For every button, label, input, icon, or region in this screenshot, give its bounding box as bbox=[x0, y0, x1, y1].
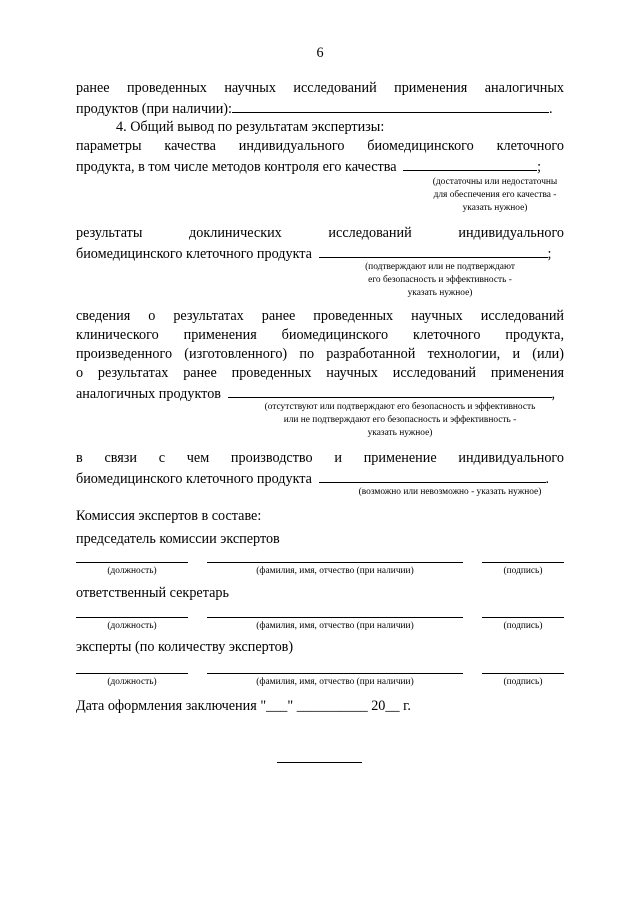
fill-blank bbox=[232, 98, 549, 113]
signature-caption: (подпись) bbox=[503, 566, 543, 576]
commission-heading: Комиссия экспертов в составе: bbox=[76, 508, 262, 524]
clinical-hint1: (отсутствуют или подтверждают его безопасность и эффективность bbox=[264, 402, 536, 412]
para-prev-line2-end: . bbox=[548, 101, 553, 117]
signature-role: председатель комиссии экспертов bbox=[76, 531, 280, 547]
clinical-hint3: указать нужное) bbox=[367, 428, 433, 438]
quality-line2-end: ; bbox=[537, 159, 542, 175]
position-line bbox=[76, 562, 188, 563]
section4-heading: 4. Общий вывод по результатам экспертизы: bbox=[116, 119, 385, 135]
clinical-line2: клинического применения биомедицинского клеточного продукта, bbox=[76, 327, 564, 343]
preclinical-hint2: его безопасность и эффективность - bbox=[368, 275, 512, 285]
para-prev-line2-text: продуктов (при наличии): bbox=[76, 101, 232, 117]
clinical-line5-text: аналогичных продуктов bbox=[76, 386, 221, 402]
signature-role: эксперты (по количеству экспертов) bbox=[76, 639, 294, 655]
date-line: Дата оформления заключения "___" __________ 20__ г. bbox=[76, 698, 411, 714]
signature-caption: (подпись) bbox=[503, 677, 543, 687]
preclinical-line2-end: ; bbox=[547, 246, 552, 262]
preclinical-line2-text: биомедицинского клеточного продукта bbox=[76, 246, 312, 262]
page-number: 6 bbox=[316, 45, 324, 61]
signature-line bbox=[482, 617, 564, 618]
clinical-line4: о результатах ранее проведенных научных исследований применения bbox=[76, 365, 564, 381]
quality-line2 bbox=[76, 156, 564, 176]
position-caption: (должность) bbox=[107, 566, 157, 576]
fill-blank bbox=[403, 156, 537, 171]
quality-hint1: (достаточны или недостаточны bbox=[432, 177, 558, 187]
signature-role: ответственный секретарь bbox=[76, 585, 229, 601]
clinical-hint2: или не подтверждают его безопасность и эффективность - bbox=[283, 415, 517, 425]
conclusion-line2-text: биомедицинского клеточного продукта bbox=[76, 471, 312, 487]
preclinical-hint1: (подтверждают или не подтверждают bbox=[365, 262, 515, 272]
preclinical-hint3: указать нужное) bbox=[407, 288, 473, 298]
position-line bbox=[76, 617, 188, 618]
fill-blank bbox=[319, 243, 548, 258]
preclinical-line2 bbox=[76, 243, 564, 263]
name-line bbox=[207, 562, 463, 563]
quality-line1: параметры качества индивидуального биомедицинского клеточного bbox=[76, 138, 564, 154]
para-prev-line2 bbox=[76, 98, 564, 118]
clinical-line5 bbox=[76, 383, 564, 403]
closing-rule bbox=[277, 762, 362, 763]
quality-hint3: указать нужное) bbox=[462, 203, 528, 213]
conclusion-line2-end: . bbox=[545, 471, 550, 487]
name-caption: (фамилия, имя, отчество (при наличии) bbox=[256, 621, 414, 631]
name-line bbox=[207, 617, 463, 618]
signature-caption: (подпись) bbox=[503, 621, 543, 631]
position-caption: (должность) bbox=[107, 677, 157, 687]
fill-blank bbox=[319, 468, 546, 483]
conclusion-line2 bbox=[76, 468, 564, 488]
preclinical-line1: результаты доклинических исследований индивидуального bbox=[76, 225, 564, 241]
clinical-line3: произведенного (изготовленного) по разработанной технологии, и (или) bbox=[76, 346, 564, 362]
position-line bbox=[76, 673, 188, 674]
para-prev-line1: ранее проведенных научных исследований применения аналогичных bbox=[76, 80, 564, 96]
clinical-line1: сведения о результатах ранее проведенных научных исследований bbox=[76, 308, 564, 324]
conclusion-hint1: (возможно или невозможно - указать нужное) bbox=[358, 487, 542, 497]
clinical-line5-end: , bbox=[551, 386, 556, 402]
name-caption: (фамилия, имя, отчество (при наличии) bbox=[256, 566, 414, 576]
fill-blank bbox=[228, 383, 552, 398]
position-caption: (должность) bbox=[107, 621, 157, 631]
conclusion-line1: в связи с чем производство и применение индивидуального bbox=[76, 450, 564, 466]
quality-hint2: для обеспечения его качества - bbox=[433, 190, 557, 200]
name-caption: (фамилия, имя, отчество (при наличии) bbox=[256, 677, 414, 687]
signature-line bbox=[482, 673, 564, 674]
quality-line2-text: продукта, в том числе методов контроля его качества bbox=[76, 159, 397, 175]
signature-line bbox=[482, 562, 564, 563]
name-line bbox=[207, 673, 463, 674]
